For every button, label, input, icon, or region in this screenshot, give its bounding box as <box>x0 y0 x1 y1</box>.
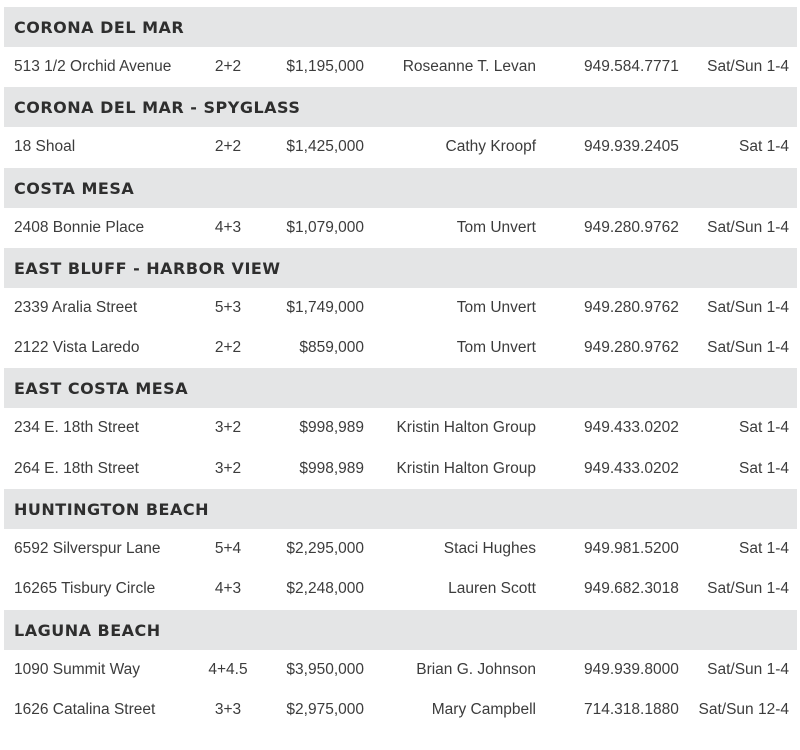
listing-beds-baths: 4+4.5 <box>208 660 248 678</box>
section-title: EAST COSTA MESA <box>14 379 189 399</box>
listing-row <box>4 208 797 248</box>
section-title: COSTA MESA <box>14 178 135 198</box>
listing-price: $2,295,000 <box>286 540 364 558</box>
listing-price: $998,989 <box>299 419 364 437</box>
listing-open-house-time: Sat/Sun 1-4 <box>707 339 789 357</box>
listing-beds-baths: 5+3 <box>214 298 242 316</box>
section-title: LAGUNA BEACH <box>14 620 161 640</box>
listing-phone: 714.318.1880 <box>584 700 679 718</box>
listing-agent: Cathy Kroopf <box>445 138 536 156</box>
section-header <box>4 168 797 208</box>
listing-open-house-time: Sat 1-4 <box>739 138 789 156</box>
listing-price: $1,195,000 <box>286 58 364 75</box>
listing-phone: 949.584.7771 <box>584 58 679 75</box>
listing-row <box>4 690 797 730</box>
listing-beds-baths: 2+2 <box>214 58 242 75</box>
listing-address: 2339 Aralia Street <box>14 298 138 316</box>
listing-address: 1090 Summit Way <box>14 660 141 678</box>
listing-phone: 949.682.3018 <box>584 580 679 598</box>
listing-row <box>4 408 797 448</box>
listing-phone: 949.939.8000 <box>584 660 679 678</box>
listing-agent: Tom Unvert <box>456 298 536 316</box>
listing-beds-baths: 2+2 <box>214 339 242 357</box>
listing-open-house-time: Sat/Sun 1-4 <box>707 218 789 236</box>
listing-row <box>4 127 797 167</box>
listing-beds-baths: 3+2 <box>214 419 242 437</box>
listing-agent: Kristin Halton Group <box>396 419 536 437</box>
listing-address: 2122 Vista Laredo <box>14 339 140 357</box>
listing-price: $859,000 <box>299 339 364 357</box>
listing-phone: 949.939.2405 <box>584 138 679 156</box>
listing-address: 264 E. 18th Street <box>14 459 139 477</box>
listing-address: 2408 Bonnie Place <box>14 218 145 236</box>
listing-price: $1,079,000 <box>286 218 364 236</box>
listing-open-house-time: Sat/Sun 12-4 <box>698 700 789 718</box>
section-header <box>4 489 797 529</box>
section-title: CORONA DEL MAR <box>14 18 185 37</box>
listing-beds-baths: 3+2 <box>214 459 242 477</box>
listing-row <box>4 47 797 87</box>
listing-row <box>4 288 797 328</box>
section-header <box>4 368 797 408</box>
section-header <box>4 87 797 127</box>
listing-price: $1,425,000 <box>286 138 364 156</box>
listing-address: 18 Shoal <box>14 138 76 156</box>
listing-price: $3,950,000 <box>286 660 364 678</box>
listing-row <box>4 529 797 569</box>
listing-address: 6592 Silverspur Lane <box>14 540 161 558</box>
listing-agent: Tom Unvert <box>456 339 536 357</box>
listing-agent: Lauren Scott <box>448 580 536 598</box>
listing-price: $2,248,000 <box>286 580 364 598</box>
listing-phone: 949.280.9762 <box>584 339 679 357</box>
listing-agent: Staci Hughes <box>443 540 536 558</box>
listing-open-house-time: Sat/Sun 1-4 <box>707 660 789 678</box>
listing-row <box>4 650 797 690</box>
listing-phone: 949.280.9762 <box>584 218 679 236</box>
listing-agent: Mary Campbell <box>431 700 536 718</box>
section-title: HUNTINGTON BEACH <box>14 500 209 520</box>
listing-agent: Tom Unvert <box>456 218 536 236</box>
listing-open-house-time: Sat 1-4 <box>739 419 789 437</box>
listing-beds-baths: 3+3 <box>214 700 242 718</box>
listing-beds-baths: 5+4 <box>214 540 242 558</box>
listing-address: 234 E. 18th Street <box>14 419 139 437</box>
listing-agent: Kristin Halton Group <box>396 459 536 477</box>
listing-agent: Brian G. Johnson <box>416 660 536 678</box>
listing-beds-baths: 4+3 <box>214 218 242 236</box>
listing-row <box>4 328 797 368</box>
listing-open-house-time: Sat 1-4 <box>739 459 789 477</box>
listing-beds-baths: 4+3 <box>214 580 242 598</box>
listing-row <box>4 449 797 489</box>
listing-beds-baths: 2+2 <box>214 138 242 156</box>
listing-phone: 949.433.0202 <box>584 459 679 477</box>
listing-price: $1,749,000 <box>286 298 364 316</box>
listing-open-house-time: Sat 1-4 <box>739 540 789 558</box>
listing-phone: 949.433.0202 <box>584 419 679 437</box>
section-header <box>4 248 797 288</box>
open-house-listings <box>4 7 797 730</box>
listing-address: 16265 Tisbury Circle <box>14 580 156 598</box>
listing-open-house-time: Sat/Sun 1-4 <box>707 580 789 598</box>
section-title: CORONA DEL MAR - SPYGLASS <box>14 98 301 118</box>
listing-open-house-time: Sat/Sun 1-4 <box>707 298 789 316</box>
section-title: EAST BLUFF - HARBOR VIEW <box>14 258 281 278</box>
listing-agent: Roseanne T. Levan <box>402 58 536 75</box>
listing-address: 1626 Catalina Street <box>14 700 156 718</box>
section-header <box>4 7 797 47</box>
listing-price: $998,989 <box>299 459 364 477</box>
listing-price: $2,975,000 <box>286 700 364 718</box>
section-header <box>4 610 797 650</box>
listing-phone: 949.280.9762 <box>584 298 679 316</box>
listing-open-house-time: Sat/Sun 1-4 <box>707 58 789 75</box>
listing-phone: 949.981.5200 <box>584 540 679 558</box>
listing-row <box>4 569 797 609</box>
listing-address: 513 1/2 Orchid Avenue <box>14 58 172 75</box>
